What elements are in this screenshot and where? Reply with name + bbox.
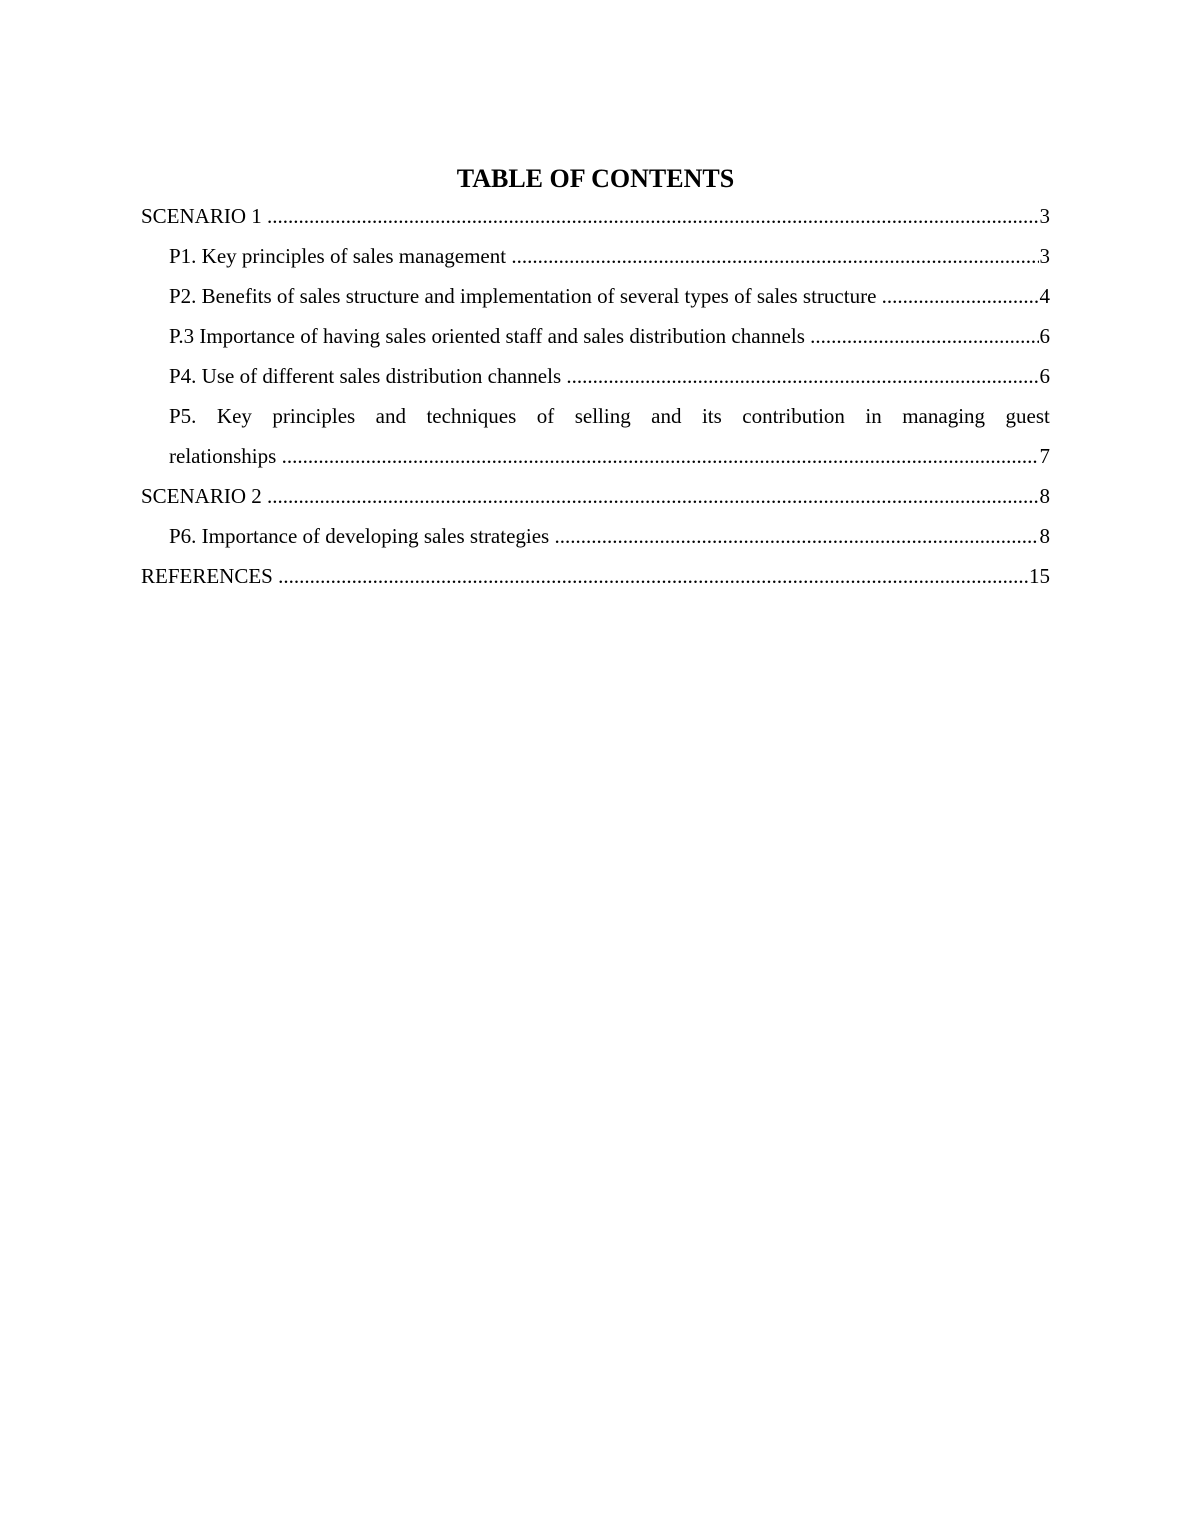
toc-word: selling [574, 404, 631, 428]
toc-entry-scenario-2[interactable] [141, 476, 1050, 516]
toc-word: Key [216, 404, 252, 428]
table-of-contents [141, 163, 1050, 596]
toc-word: contribution [742, 404, 845, 428]
toc-title: TABLE OF CONTENTS [456, 164, 735, 193]
toc-entry-label: P.3 Importance of having sales oriented staff and sales distribution channels ..... [169, 324, 1050, 348]
toc-entry-label: P4. Use of different sales distribution channels ..... [169, 364, 1050, 388]
toc-word: and [375, 404, 406, 428]
toc-entry-label: SCENARIO 1 ..... [141, 204, 1050, 228]
toc-entry-page: 6 [1039, 316, 1051, 356]
toc-entry-label-line-1 [169, 396, 1050, 436]
toc-entry-page: 3 [1039, 236, 1051, 276]
toc-entry-p6[interactable] [169, 516, 1050, 556]
toc-word: and [651, 404, 682, 428]
toc-entry-page: 8 [1039, 476, 1051, 516]
toc-entry-page: 8 [1039, 516, 1051, 556]
toc-entry-references[interactable] [141, 556, 1050, 596]
toc-entry-label: P2. Benefits of sales structure and implementation of several types of sales structure ..... [169, 284, 1050, 308]
toc-entry-p3[interactable] [169, 316, 1050, 356]
toc-entry-label: REFERENCES ..... [141, 564, 1050, 588]
toc-word: principles [272, 404, 356, 428]
toc-entry-page: 3 [1039, 196, 1051, 236]
toc-entry-p4[interactable] [169, 356, 1050, 396]
toc-entry-label: P6. Importance of developing sales strategies ..... [169, 524, 1050, 548]
toc-word: P5. [169, 404, 197, 428]
toc-entry-page: 7 [1039, 436, 1051, 476]
toc-entry-page: 15 [1028, 556, 1050, 596]
toc-entry-page: 4 [1039, 276, 1051, 316]
toc-entry-scenario-1[interactable] [141, 196, 1050, 236]
toc-word: in [865, 404, 882, 428]
toc-entry-label: P1. Key principles of sales management ..... [169, 244, 1050, 268]
toc-word: managing [902, 404, 986, 428]
toc-word: techniques [426, 404, 517, 428]
toc-entry-label: SCENARIO 2 ..... [141, 484, 1050, 508]
toc-entry-page: 6 [1039, 356, 1051, 396]
toc-entry-p1[interactable] [169, 236, 1050, 276]
toc-word: of [536, 404, 555, 428]
toc-entry-label-line-2: relationships ..... [169, 444, 1050, 468]
toc-entry-p2[interactable] [169, 276, 1050, 316]
toc-entry-p5[interactable] [169, 396, 1050, 476]
toc-word: guest [1005, 404, 1050, 428]
toc-word: its [701, 404, 722, 428]
